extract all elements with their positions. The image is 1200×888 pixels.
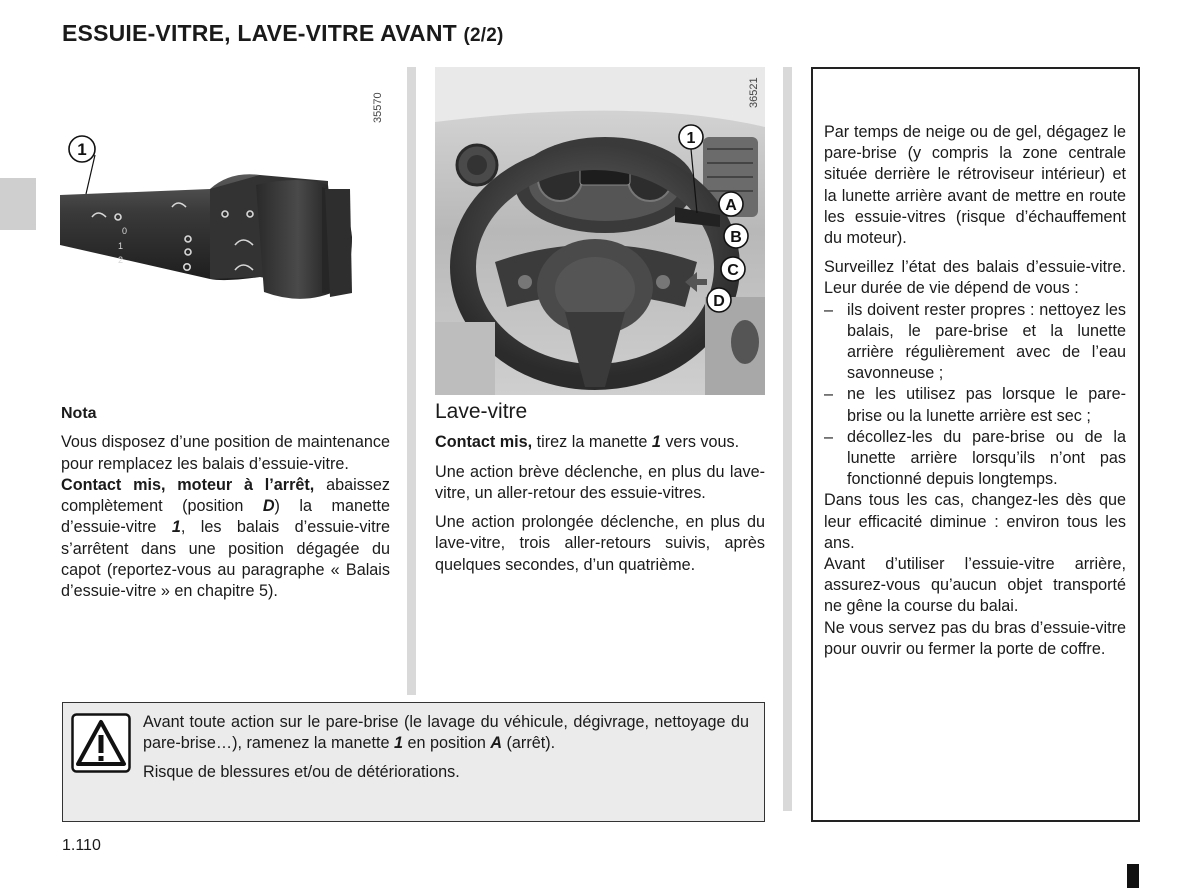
- figure-wiper-stalk: [60, 67, 400, 397]
- warning-paragraph-1: Avant toute action sur le pare-brise (le lavage du véhicule, dégivrage, nettoyage du pare-brise…), ramenez la manette 1 en position A (arrêt).: [143, 713, 749, 753]
- svg-text:0: 0: [122, 226, 128, 236]
- note-paragraph-4: Avant d’utiliser l’essuie-vitre arrière, assurez-vous qu’aucun objet transporté ne gêne la course du balai.: [824, 555, 1126, 616]
- washer-paragraph-1: Contact mis, tirez la manette 1 vers vous.: [435, 433, 740, 452]
- page-title: [62, 20, 504, 47]
- section-heading: Lave-vitre: [435, 400, 528, 423]
- washer-paragraph-2: Une action brève déclenche, en plus du lave-vitre, un aller-retour des essuie-vitres.: [435, 462, 765, 502]
- column-separator-left: [407, 67, 416, 695]
- list-item: – ne les utilisez pas lorsque le pare-brise ou la lunette arrière est sec ;: [824, 385, 1126, 425]
- callout-d: D: [713, 293, 725, 310]
- svg-text:1: 1: [118, 241, 124, 251]
- callout-b: B: [730, 229, 742, 246]
- figure-number-left: 35570: [372, 92, 384, 123]
- warning-paragraph-2: Risque de blessures et/ou de détériorations.: [143, 763, 460, 782]
- list-item: – décollez-les du pare-brise ou de la lunette arrière lorsqu’ils n’ont pas fonctionné depuis longtemps.: [824, 427, 1126, 489]
- callout-1-left: 1: [77, 140, 87, 159]
- figure-dashboard: [435, 67, 765, 395]
- svg-text:2: 2: [118, 255, 124, 265]
- left-column: [61, 403, 390, 611]
- column-separator-right: [783, 67, 792, 811]
- middle-column: [435, 401, 765, 584]
- note-paragraph-5: Ne vous servez pas du bras d’essuie-vitre pour ouvrir ou fermer la porte de coffre.: [824, 618, 1126, 658]
- note-bullet-list: [824, 300, 1126, 491]
- washer-paragraph-3: Une action prolongée déclenche, en plus du lave-vitre, trois aller-retours suivis, après quelques secondes, d’un quatrième.: [435, 513, 765, 574]
- note-box-text: [824, 122, 1126, 660]
- warning-text: [143, 712, 749, 792]
- warning-icon: [71, 713, 131, 773]
- page-number: 1.110: [62, 837, 101, 854]
- figure-number-right: 36521: [748, 77, 760, 108]
- note-paragraph-2: Surveillez l’état des balais d’essuie-vitre. Leur durée de vie dépend de vous :: [824, 258, 1126, 298]
- list-item: – ils doivent rester propres : nettoyez les balais, le pare-brise et la lunette arrière régulièrement avec de l’eau savonneuse ;: [824, 300, 1126, 383]
- note-paragraph-3: Dans tous les cas, changez-les dès que leur efficacité diminue : environ tous les ans.: [824, 491, 1126, 552]
- callout-c: C: [727, 262, 739, 279]
- nota-title: Nota: [61, 405, 97, 422]
- title-suffix: (2/2): [463, 25, 504, 46]
- corner-marker: [1127, 864, 1139, 888]
- callout-1-right: 1: [686, 130, 696, 147]
- nota-text: Vous disposez d’une position de maintenance pour remplacez les balais d’essuie-vitre.: [61, 433, 390, 473]
- maintenance-paragraph: Contact mis, moteur à l’arrêt, abaissez complètement (position D) la manette d’essuie-vitre 1, les balais d’essuie-vitre s’arrêtent dans une position dégagée du capot (reportez-vous au paragraphe « Balais d’essuie-vitre » en chapitre 5).: [61, 475, 390, 601]
- chapter-tab: [0, 178, 36, 230]
- note-paragraph-1: Par temps de neige ou de gel, dégagez le pare-brise (y compris la zone centrale située derrière le rétroviseur intérieur) et la lunette arrière avant de mettre en route les essuie-vitres (risque d’échauffement du moteur).: [824, 123, 1126, 248]
- callout-a: A: [725, 197, 737, 214]
- title-main: ESSUIE-VITRE, LAVE-VITRE AVANT: [62, 20, 457, 46]
